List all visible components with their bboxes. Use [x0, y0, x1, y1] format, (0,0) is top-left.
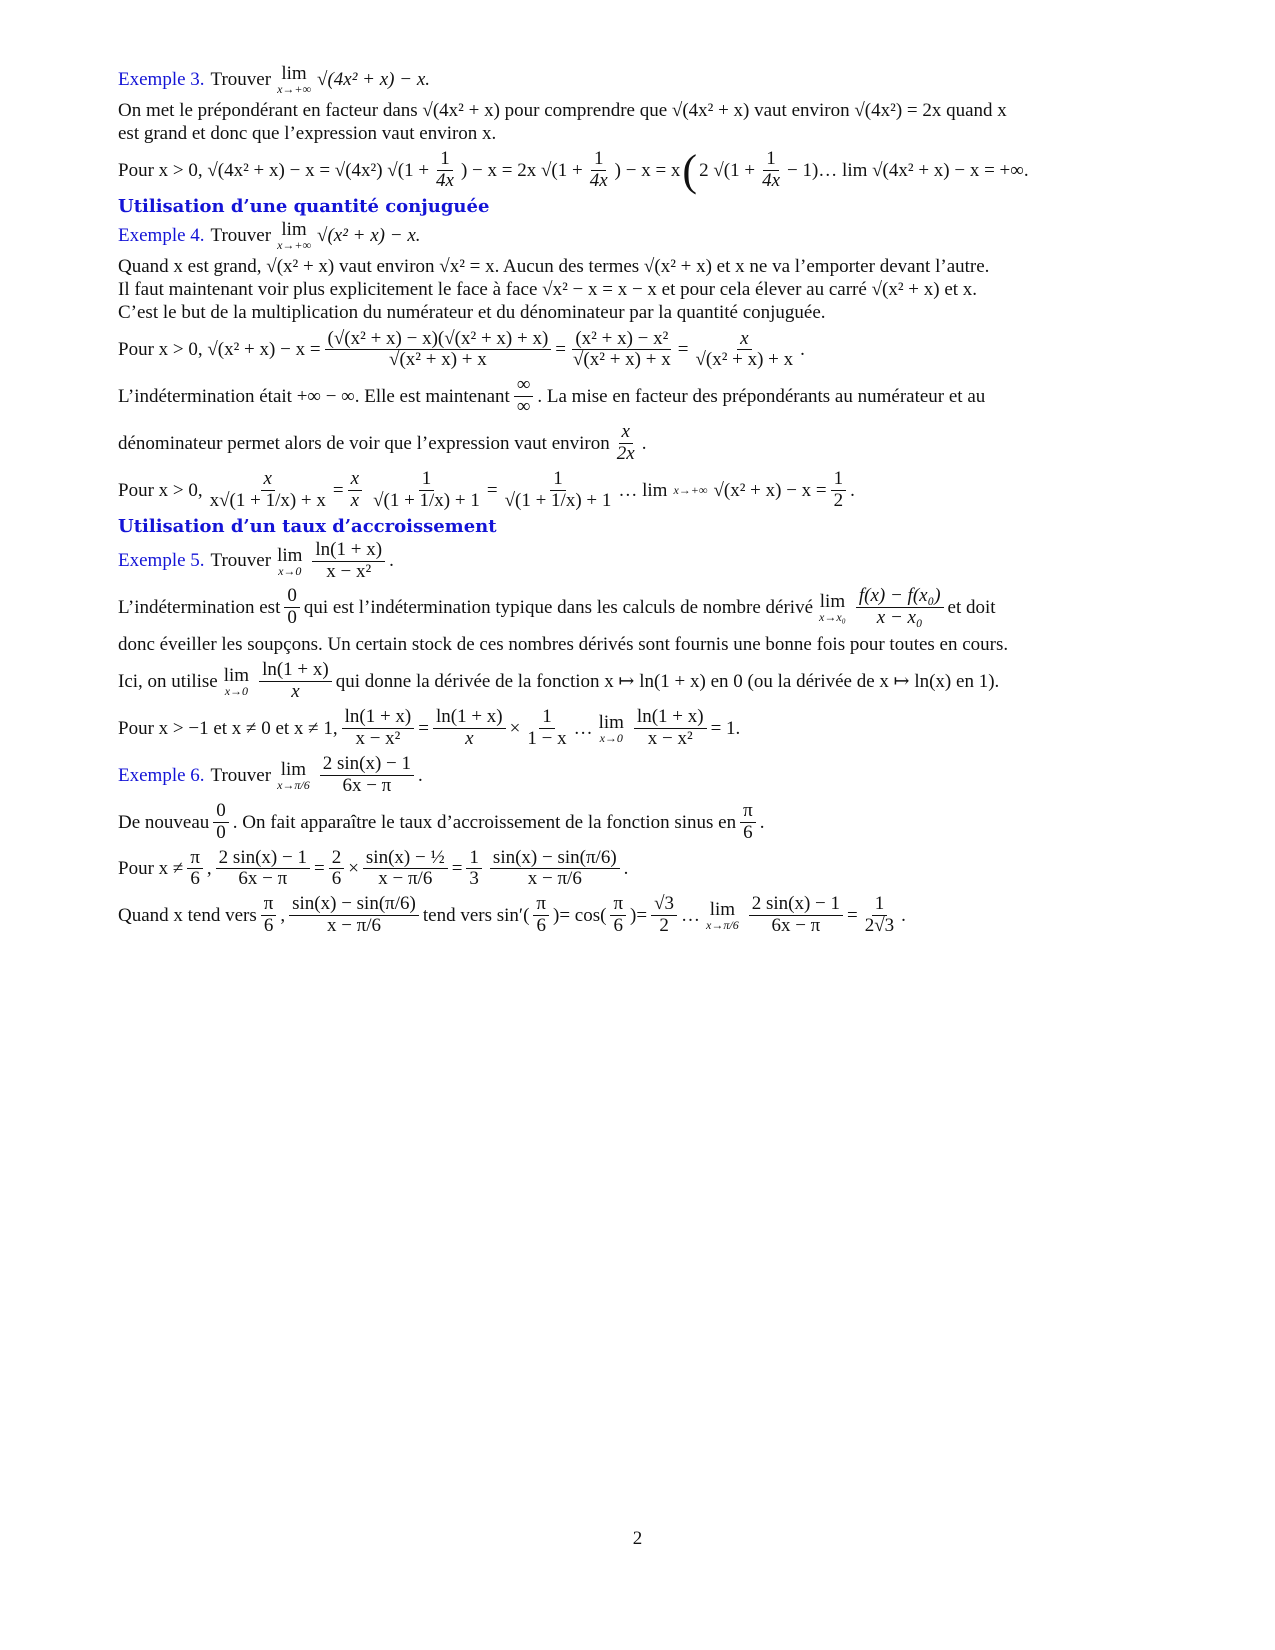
example-5-label: Exemple 5. — [118, 550, 205, 572]
example-4-conjugate-calc: Pour x > 0, √(x² + x) − x = $\frac{\text{(√(x² + x) − x)(√(x² + x) + x)}}{\text{√(x² + x) + x}}$ = $\frac{\text{(x² + x) − x²}}{\text{√(x² + x) + x}}$ = $\frac{x}{\text{√(x² + x) + x}}$ . — [118, 327, 805, 371]
example-4-factor-calc: Pour x > 0, $\frac{x}{x√(1 + 1/x) + x}$ = $\frac{x}{x}$ $\frac{1}{√(1 + 1/x) + 1}$ = $\frac{1}{√(1 + 1/x) + 1}$ … lim x→+∞ √(x² + x) − x = $\frac{1}{2}$ . — [118, 467, 855, 511]
example-3-label: Exemple 3. — [118, 68, 205, 90]
example-5-statement: Exemple 5. Trouver lim x→0 $\frac{\ln(1 + x)}{\text{x − x²}}$ . — [118, 538, 394, 582]
example-6-limit: Quand x tend vers $\frac{\pi}{6}$ , $\frac{\sin(x) - \sin(\pi/6)}{x - \pi/6}$ tend vers sin′ ( $\frac{\pi}{6}$ ) = cos ( $\frac{\pi}{6}$ ) = $\frac{√3}{2}$ … lim x→π/6 $\frac{2 \sin(x) - 1}{6x - \pi}$ = $\frac{1}{2√3}$ . — [118, 893, 906, 937]
example-5-note: donc éveiller les soupçons. Un certain stock de ces nombres dérivés sont fournis une bonne fois pour toutes en cours. — [118, 634, 1009, 656]
example-4-approximation: dénominateur permet alors de voir que l’expression vaut environ $\frac{x}{2x}$ . — [118, 421, 647, 465]
page-number: 2 — [632, 1528, 643, 1549]
example-5-indetermination: L’indétermination est $\frac{0}{0}$ qui est l’indétermination typique dans les calculs de nombre dérivé lim x→x₀ $\frac{\text{f(x) − f(x₀)}}{\text{x − x₀}}$ et doit — [118, 585, 996, 629]
example-4-explanation: Quand x est grand, √(x² + x) vaut environ √x² = x. Aucun des termes √(x² + x) et x ne va l’emporter devant l’autre. Il faut maintenant voir plus explicitement le face à face √x² − x = x − x et pour cela élever au carré √(x² + x) et x. C’est le but de la multiplication du numérateur et du dénominateur par la quantité conjuguée. — [118, 256, 990, 324]
example-6-statement: Exemple 6. Trouver lim x→π/6 $\frac{2 \sin(x) - 1}{6x - \pi}$ . — [118, 752, 423, 796]
example-3-expression: √(4x² + x) − x. — [317, 68, 431, 90]
section-heading-conjugate: Utilisation d’une quantité conjuguée — [118, 196, 490, 218]
example-3-calculation: Pour x > 0, √(4x² + x) − x = √(4x²) √(1 + $\frac{1}{4x}$ ) − x = 2x √(1 + $\frac{1}{4x}$ ) − x = x ( 2 √(1 + $\frac{1}{4x}$ − 1)… lim √(4x² + x) − x = +∞. — [118, 145, 1029, 195]
example-3-explanation: On met le prépondérant en facteur dans √(4x² + x) pour comprendre que √(4x² + x) vaut environ √(4x²) = 2x quand x est grand et donc que l’expression vaut environ x. — [118, 100, 1007, 145]
section-heading-rate: Utilisation d’un taux d’accroissement — [118, 515, 497, 537]
example-3-intro: Trouver — [210, 68, 272, 90]
example-4-indetermination: L’indétermination était +∞ − ∞. Elle est maintenant $\frac{\infty}{\infty}$ . La mise en facteur des prépondérants au numérateur et au — [118, 374, 986, 418]
example-5-derivative: Ici, on utilise lim x→0 $\frac{\ln(1 + x)}{x}$ qui donne la dérivée de la fonction x ↦ ln(1 + x) en 0 (ou la dérivée de x ↦ ln(x) en 1). — [118, 659, 1000, 703]
document-body — [118, 64, 1170, 941]
example-3-statement — [118, 64, 1170, 95]
example-4-statement: Exemple 4. Trouver lim x→+∞ √(x² + x) − x. — [118, 219, 421, 253]
example-6-intro-text: De nouveau $\frac{0}{0}$ . On fait apparaître le taux d’accroissement de la fonction sinus en $\frac{\pi}{6}$ . — [118, 799, 765, 843]
example-5-calculation: Pour x > −1 et x ≠ 0 et x ≠ 1, $\frac{\ln(1 + x)}{\text{x − x²}}$ = $\frac{\ln(1 + x)}{x}$ × $\frac{1}{1 - x}$ … lim x→0 $\frac{\ln(1 + x)}{\text{x − x²}}$ = 1. — [118, 706, 741, 750]
limit-operator: lim x→+∞ — [277, 63, 312, 96]
example-6-label: Exemple 6. — [118, 764, 205, 786]
example-4-label: Exemple 4. — [118, 224, 205, 246]
example-6-calculation: Pour x ≠ $\frac{\pi}{6}$ , $\frac{2 \sin(x) - 1}{6x - \pi}$ = $\frac{2}{6}$ × $\frac{\text{sin(x) − ½}}{x - \pi/6}$ = $\frac{1}{3}$ $\frac{\sin(x) - \sin(\pi/6)}{x - \pi/6}$ . — [118, 846, 629, 890]
